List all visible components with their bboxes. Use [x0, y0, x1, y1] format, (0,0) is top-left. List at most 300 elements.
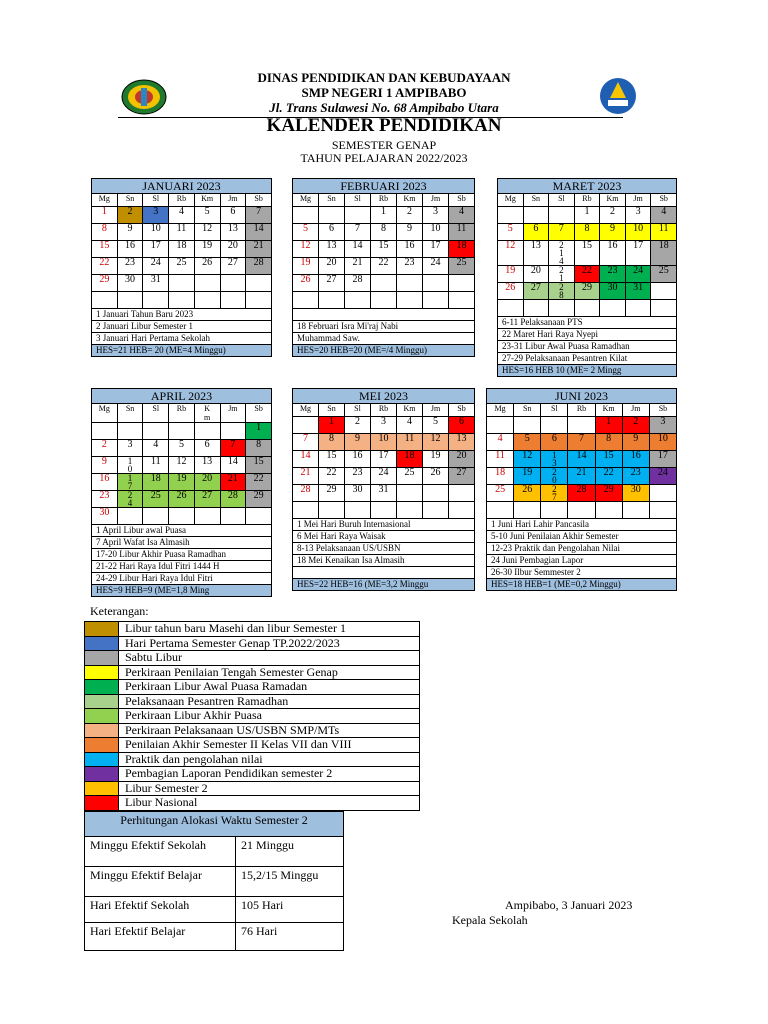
month-calendar [497, 178, 677, 377]
month-note: 24 Juni Pembagian Lapor [487, 555, 677, 567]
calendar-day: 1 7 [117, 474, 143, 491]
calendar-day: 21 [220, 474, 246, 491]
calendar-day: 7 [568, 434, 595, 451]
calendar-day: 20 [449, 451, 475, 468]
calendar-day [220, 423, 246, 440]
legend-label: Praktik dan pengolahan nilai [119, 752, 420, 767]
calendar-day: 26 [169, 491, 195, 508]
calendar-day [487, 417, 514, 434]
legend-swatch [85, 680, 119, 695]
calendar-day: 15 [371, 241, 397, 258]
calendar-day: 26 [514, 485, 541, 502]
calendar-day: 9 [397, 224, 423, 241]
calendar-day: 19 [498, 266, 524, 283]
calendar-day: 26 [194, 258, 220, 275]
weekday-header: Mg [92, 194, 118, 207]
legend-swatch [85, 723, 119, 738]
calendar-day: 17 [625, 241, 651, 266]
calendar-day: 21 [568, 468, 595, 485]
calendar-day: 13 [220, 224, 246, 241]
calendar-day: 19 [293, 258, 319, 275]
calendar-day [220, 275, 246, 292]
month-note: 24-29 Libur Hari Raya Idul Fitri [92, 573, 272, 585]
weekday-header: Sn [523, 194, 549, 207]
calendar-day: 14 [220, 457, 246, 474]
calendar-day [143, 423, 169, 440]
calendar-day: 7 [220, 440, 246, 457]
month-title: FEBRUARI 2023 [293, 179, 475, 194]
calendar-day: 29 [595, 485, 622, 502]
month-note: 6 Mei Hari Raya Waisak [293, 531, 475, 543]
calendar-day: 8 [319, 434, 345, 451]
legend-label: Libur tahun baru Masehi dan libur Semester 1 [119, 622, 420, 637]
calendar-day [449, 485, 475, 502]
allocation-label: Minggu Efektif Belajar [85, 867, 236, 897]
calendar-day: 2 [622, 417, 649, 434]
calendar-day [169, 292, 195, 309]
calendar-day: 1 0 [117, 457, 143, 474]
weekday-header: Rb [169, 194, 195, 207]
calendar-day: 16 [117, 241, 143, 258]
calendar-day: 22 [246, 474, 272, 491]
calendar-day [246, 292, 272, 309]
calendar-day: 3 [625, 207, 651, 224]
month-note: 12-23 Praktik dan Pengolahan Nilai [487, 543, 677, 555]
calendar-day [169, 508, 195, 525]
weekday-header: Sl [549, 194, 575, 207]
calendar-day: 17 [143, 241, 169, 258]
calendar-day [92, 423, 118, 440]
calendar-day: 20 [220, 241, 246, 258]
month-calendar [91, 178, 272, 357]
calendar-day: 29 [319, 485, 345, 502]
calendar-day [293, 292, 319, 309]
calendar-day: 1 3 [541, 451, 568, 468]
weekday-header: Jm [220, 404, 246, 423]
calendar-day [293, 207, 319, 224]
calendar-day: 27 [523, 283, 549, 300]
weekday-header: Km [397, 194, 423, 207]
calendar-day: 11 [169, 224, 195, 241]
calendar-day: 8 [92, 224, 118, 241]
weekday-header: K m [194, 404, 220, 423]
calendar-day [169, 423, 195, 440]
calendar-day: 22 [595, 468, 622, 485]
calendar-day: 2 7 [541, 485, 568, 502]
legend-label: Sabtu Libur [119, 651, 420, 666]
calendar-day: 2 1 4 [549, 241, 575, 266]
legend-swatch [85, 738, 119, 753]
calendar-day: 6 [541, 434, 568, 451]
allocation-value: 105 Hari [236, 897, 344, 923]
month-note: 26-30 Ilbur Semmester 2 [487, 567, 677, 579]
calendar-day [194, 292, 220, 309]
calendar-day: 26 [293, 275, 319, 292]
calendar-day: 1 [574, 207, 600, 224]
month-note [293, 309, 475, 321]
calendar-day [651, 300, 677, 317]
weekday-header: Mg [293, 404, 319, 417]
weekday-header: Sn [514, 404, 541, 417]
calendar-day: 23 [622, 468, 649, 485]
calendar-day: 12 [423, 434, 449, 451]
calendar-day: 29 [92, 275, 118, 292]
calendar-day [423, 485, 449, 502]
calendar-day [449, 292, 475, 309]
calendar-day: 15 [246, 457, 272, 474]
calendar-day: 2 [345, 417, 371, 434]
calendar-day: 29 [246, 491, 272, 508]
legend-label: Perkiraan Penilaian Tengah Semester Genap [119, 665, 420, 680]
calendar-day: 20 [523, 266, 549, 283]
calendar-day [514, 417, 541, 434]
calendar-day: 25 [651, 266, 677, 283]
calendar-day: 27 [220, 258, 246, 275]
calendar-day [523, 300, 549, 317]
calendar-day: 13 [523, 241, 549, 266]
effective-days-summary: HES=18 HEB=1 (ME=0,2 Minggu) [487, 579, 677, 591]
calendar-day [117, 423, 143, 440]
calendar-day [649, 485, 676, 502]
school-address: Jl. Trans Sulawesi No. 68 Ampibabo Utara [269, 100, 499, 115]
legend-title: Keterangan: [90, 604, 149, 618]
calendar-day: 21 [293, 468, 319, 485]
calendar-day: 24 [143, 258, 169, 275]
calendar-day: 8 [246, 440, 272, 457]
calendar-day [246, 275, 272, 292]
calendar-day: 1 [319, 417, 345, 434]
month-note: 1 Januari Tahun Baru 2023 [92, 309, 272, 321]
calendar-day: 20 [194, 474, 220, 491]
calendar-day: 13 [194, 457, 220, 474]
calendar-day: 22 [92, 258, 118, 275]
month-title: MEI 2023 [293, 389, 475, 404]
calendar-day: 2 0 [541, 468, 568, 485]
calendar-day: 21 [246, 241, 272, 258]
calendar-day [423, 275, 449, 292]
calendar-day: 10 [423, 224, 449, 241]
calendar-day: 14 [345, 241, 371, 258]
weekday-header: Sl [143, 404, 169, 423]
calendar-day: 24 [423, 258, 449, 275]
month-note: 22 Maret Hari Raya Nyepi [498, 329, 677, 341]
calendar-day: 1 [92, 207, 118, 224]
legend-swatch [85, 636, 119, 651]
calendar-day [92, 292, 118, 309]
calendar-day: 6 [194, 440, 220, 457]
calendar-day [319, 207, 345, 224]
calendar-day: 28 [345, 275, 371, 292]
calendar-day [625, 300, 651, 317]
calendar-day: 29 [574, 283, 600, 300]
legend-swatch [85, 665, 119, 680]
month-note: Muhammad Saw. [293, 333, 475, 345]
calendar-day: 16 [622, 451, 649, 468]
month-note: 23-31 Libur Awal Puasa Ramadhan [498, 341, 677, 353]
weekday-header: Rb [371, 194, 397, 207]
calendar-day: 21 [345, 258, 371, 275]
calendar-day: 30 [600, 283, 626, 300]
calendar-day: 8 [371, 224, 397, 241]
allocation-label: Hari Efektif Belajar [85, 923, 236, 951]
calendar-day: 1 [371, 207, 397, 224]
calendar-day [649, 502, 676, 519]
calendar-day: 2 1 [549, 266, 575, 283]
weekday-header: Km [600, 194, 626, 207]
calendar-day: 23 [397, 258, 423, 275]
calendar-day: 19 [514, 468, 541, 485]
calendar-day: 28 [568, 485, 595, 502]
calendar-day: 2 4 [117, 491, 143, 508]
calendar-day [622, 502, 649, 519]
legend-label: Penilaian Akhir Semester II Kelas VII dan VIII [119, 738, 420, 753]
weekday-header: Sn [117, 404, 143, 423]
weekday-header: Sl [345, 404, 371, 417]
month-calendar [91, 388, 272, 597]
calendar-day: 7 [293, 434, 319, 451]
calendar-day [397, 485, 423, 502]
month-note: 2 Januari Libur Semester 1 [92, 321, 272, 333]
month-note: 21-22 Hari Raya Idul Fitri 1444 H [92, 561, 272, 573]
weekday-header: Mg [498, 194, 524, 207]
effective-days-summary: HES=20 HEB=20 (ME=/4 Minggu) [293, 345, 475, 357]
weekday-header: Jm [625, 194, 651, 207]
month-title: MARET 2023 [498, 179, 677, 194]
calendar-day: 12 [514, 451, 541, 468]
calendar-day [169, 275, 195, 292]
calendar-day: 13 [319, 241, 345, 258]
calendar-day [541, 417, 568, 434]
calendar-day: 2 [117, 207, 143, 224]
calendar-day: 3 [117, 440, 143, 457]
calendar-day: 3 [423, 207, 449, 224]
allocation-value: 21 Minggu [236, 837, 344, 867]
weekday-header: Sn [319, 194, 345, 207]
calendar-day [498, 207, 524, 224]
calendar-day: 23 [600, 266, 626, 283]
calendar-day: 14 [246, 224, 272, 241]
weekday-header: Km [194, 194, 220, 207]
weekday-header: Sl [345, 194, 371, 207]
calendar-day: 11 [487, 451, 514, 468]
month-note: 1 Juni Hari Lahir Pancasila [487, 519, 677, 531]
calendar-day: 24 [371, 468, 397, 485]
calendar-day: 19 [423, 451, 449, 468]
calendar-day: 10 [649, 434, 676, 451]
legend-label: Hari Pertama Semester Genap TP.2022/2023 [119, 636, 420, 651]
weekday-header: Sb [651, 194, 677, 207]
month-note: 18 Mei Kenaikan Isa Almasih [293, 555, 475, 567]
calendar-day: 26 [423, 468, 449, 485]
calendar-day: 18 [397, 451, 423, 468]
legend-swatch [85, 781, 119, 796]
calendar-day: 30 [345, 485, 371, 502]
weekday-header: Jm [622, 404, 649, 417]
calendar-day: 18 [487, 468, 514, 485]
calendar-day: 25 [143, 491, 169, 508]
month-title: JANUARI 2023 [92, 179, 272, 194]
calendar-day: 25 [487, 485, 514, 502]
calendar-day: 13 [449, 434, 475, 451]
calendar-day: 9 [600, 224, 626, 241]
calendar-day: 23 [92, 491, 118, 508]
calendar-day: 2 [92, 440, 118, 457]
calendar-day [194, 423, 220, 440]
effective-days-summary: HES=9 HEB=9 (ME=1,8 Ming [92, 585, 272, 597]
calendar-day: 7 [246, 207, 272, 224]
calendar-day: 2 [600, 207, 626, 224]
calendar-day: 5 [293, 224, 319, 241]
calendar-day: 3 [649, 417, 676, 434]
calendar-day [319, 292, 345, 309]
weekday-header: Rb [568, 404, 595, 417]
calendar-day [220, 292, 246, 309]
calendar-day: 27 [319, 275, 345, 292]
calendar-day: 1 [595, 417, 622, 434]
calendar-day [143, 508, 169, 525]
calendar-day: 18 [651, 241, 677, 266]
calendar-day: 12 [498, 241, 524, 266]
agency-name: DINAS PENDIDIKAN DAN KEBUDAYAAN [257, 70, 511, 85]
month-note: 1 April Libur awal Puasa [92, 525, 272, 537]
calendar-day [487, 502, 514, 519]
month-calendar [292, 388, 475, 591]
calendar-day: 25 [169, 258, 195, 275]
calendar-day: 15 [92, 241, 118, 258]
calendar-day [514, 502, 541, 519]
allocation-table [84, 811, 344, 951]
calendar-day: 11 [143, 457, 169, 474]
allocation-value: 15,2/15 Minggu [236, 867, 344, 897]
calendar-day: 25 [449, 258, 475, 275]
calendar-day [117, 508, 143, 525]
legend-label: Pelaksanaan Pesantren Ramadhan [119, 694, 420, 709]
calendar-day: 28 [220, 491, 246, 508]
school-header [0, 70, 768, 115]
weekday-header: Sb [449, 404, 475, 417]
calendar-day [293, 502, 319, 519]
legend-table [84, 621, 420, 811]
legend-label: Perkiraan Pelaksanaan US/USBN SMP/MTs [119, 723, 420, 738]
weekday-header: Sl [143, 194, 169, 207]
weekday-header: Sn [319, 404, 345, 417]
calendar-day: 6 [449, 417, 475, 434]
calendar-day: 18 [143, 474, 169, 491]
calendar-day: 4 [169, 207, 195, 224]
calendar-day: 4 [487, 434, 514, 451]
calendar-day: 31 [143, 275, 169, 292]
calendar-day: 11 [397, 434, 423, 451]
calendar-day [293, 417, 319, 434]
calendar-day: 11 [651, 224, 677, 241]
calendar-day [600, 300, 626, 317]
calendar-day: 18 [169, 241, 195, 258]
semester-label: SEMESTER GENAP [331, 138, 437, 152]
allocation-label: Minggu Efektif Sekolah [85, 837, 236, 867]
month-note: 3 Januari Hari Pertama Sekolah [92, 333, 272, 345]
calendar-day: 15 [595, 451, 622, 468]
calendar-day [568, 417, 595, 434]
calendar-day: 28 [246, 258, 272, 275]
calendar-day [319, 502, 345, 519]
calendar-day [194, 275, 220, 292]
calendar-day: 3 [143, 207, 169, 224]
calendar-day [345, 292, 371, 309]
calendar-day: 17 [423, 241, 449, 258]
weekday-header: Sb [246, 194, 272, 207]
legend-swatch [85, 622, 119, 637]
academic-year: TAHUN PELAJARAN 2022/2023 [300, 151, 468, 165]
calendar-day [568, 502, 595, 519]
weekday-header: Jm [423, 404, 449, 417]
calendar-day: 12 [293, 241, 319, 258]
calendar-day: 30 [622, 485, 649, 502]
weekday-header: Rb [169, 404, 195, 423]
effective-days-summary: HES=16 HEB 10 (ME= 2 Mingg [498, 365, 677, 377]
calendar-day: 14 [568, 451, 595, 468]
calendar-day [345, 207, 371, 224]
legend-swatch [85, 767, 119, 782]
calendar-day [595, 502, 622, 519]
calendar-day [423, 502, 449, 519]
weekday-header: Jm [423, 194, 449, 207]
calendar-day: 31 [625, 283, 651, 300]
calendar-day: 5 [514, 434, 541, 451]
calendar-day: 9 [345, 434, 371, 451]
calendar-day [220, 508, 246, 525]
calendar-day [449, 275, 475, 292]
legend-label: Libur Semester 2 [119, 781, 420, 796]
school-name: SMP NEGERI 1 AMPIBABO [301, 85, 467, 100]
month-title: APRIL 2023 [92, 389, 272, 404]
month-note: 1 Mei Hari Buruh Internasional [293, 519, 475, 531]
weekday-header: Km [397, 404, 423, 417]
month-note: 7 April Wafat Isa Almasih [92, 537, 272, 549]
calendar-day [397, 502, 423, 519]
month-calendar [486, 388, 677, 591]
legend-label: Pembagian Laporan Pendidikan semester 2 [119, 767, 420, 782]
calendar-day: 9 [117, 224, 143, 241]
calendar-day: 6 [523, 224, 549, 241]
calendar-day: 24 [649, 468, 676, 485]
month-note: 6-11 Pelaksanaan PTS [498, 317, 677, 329]
month-note: 18 Februari Isra Mi'raj Nabi [293, 321, 475, 333]
calendar-day: 5 [498, 224, 524, 241]
calendar-day [574, 300, 600, 317]
month-note [293, 567, 475, 579]
month-calendar [292, 178, 475, 357]
calendar-day: 3 [371, 417, 397, 434]
calendar-day: 12 [194, 224, 220, 241]
calendar-day: 4 [397, 417, 423, 434]
effective-days-summary: HES=22 HEB=16 (ME=3,2 Minggu [293, 579, 475, 591]
calendar-day: 30 [117, 275, 143, 292]
allocation-label: Hari Efektif Sekolah [85, 897, 236, 923]
calendar-day: 5 [194, 207, 220, 224]
calendar-day: 1 [246, 423, 272, 440]
calendar-day [194, 508, 220, 525]
month-note: 27-29 Pelaksanaan Pesantren Kilat [498, 353, 677, 365]
calendar-day: 10 [371, 434, 397, 451]
calendar-day [345, 502, 371, 519]
calendar-day [143, 292, 169, 309]
calendar-day: 31 [371, 485, 397, 502]
calendar-day [549, 207, 575, 224]
weekday-header: Sb [246, 404, 272, 423]
legend-label: Perkiraan Libur Akhir Puasa [119, 709, 420, 724]
calendar-day [246, 508, 272, 525]
calendar-day: 8 [574, 224, 600, 241]
